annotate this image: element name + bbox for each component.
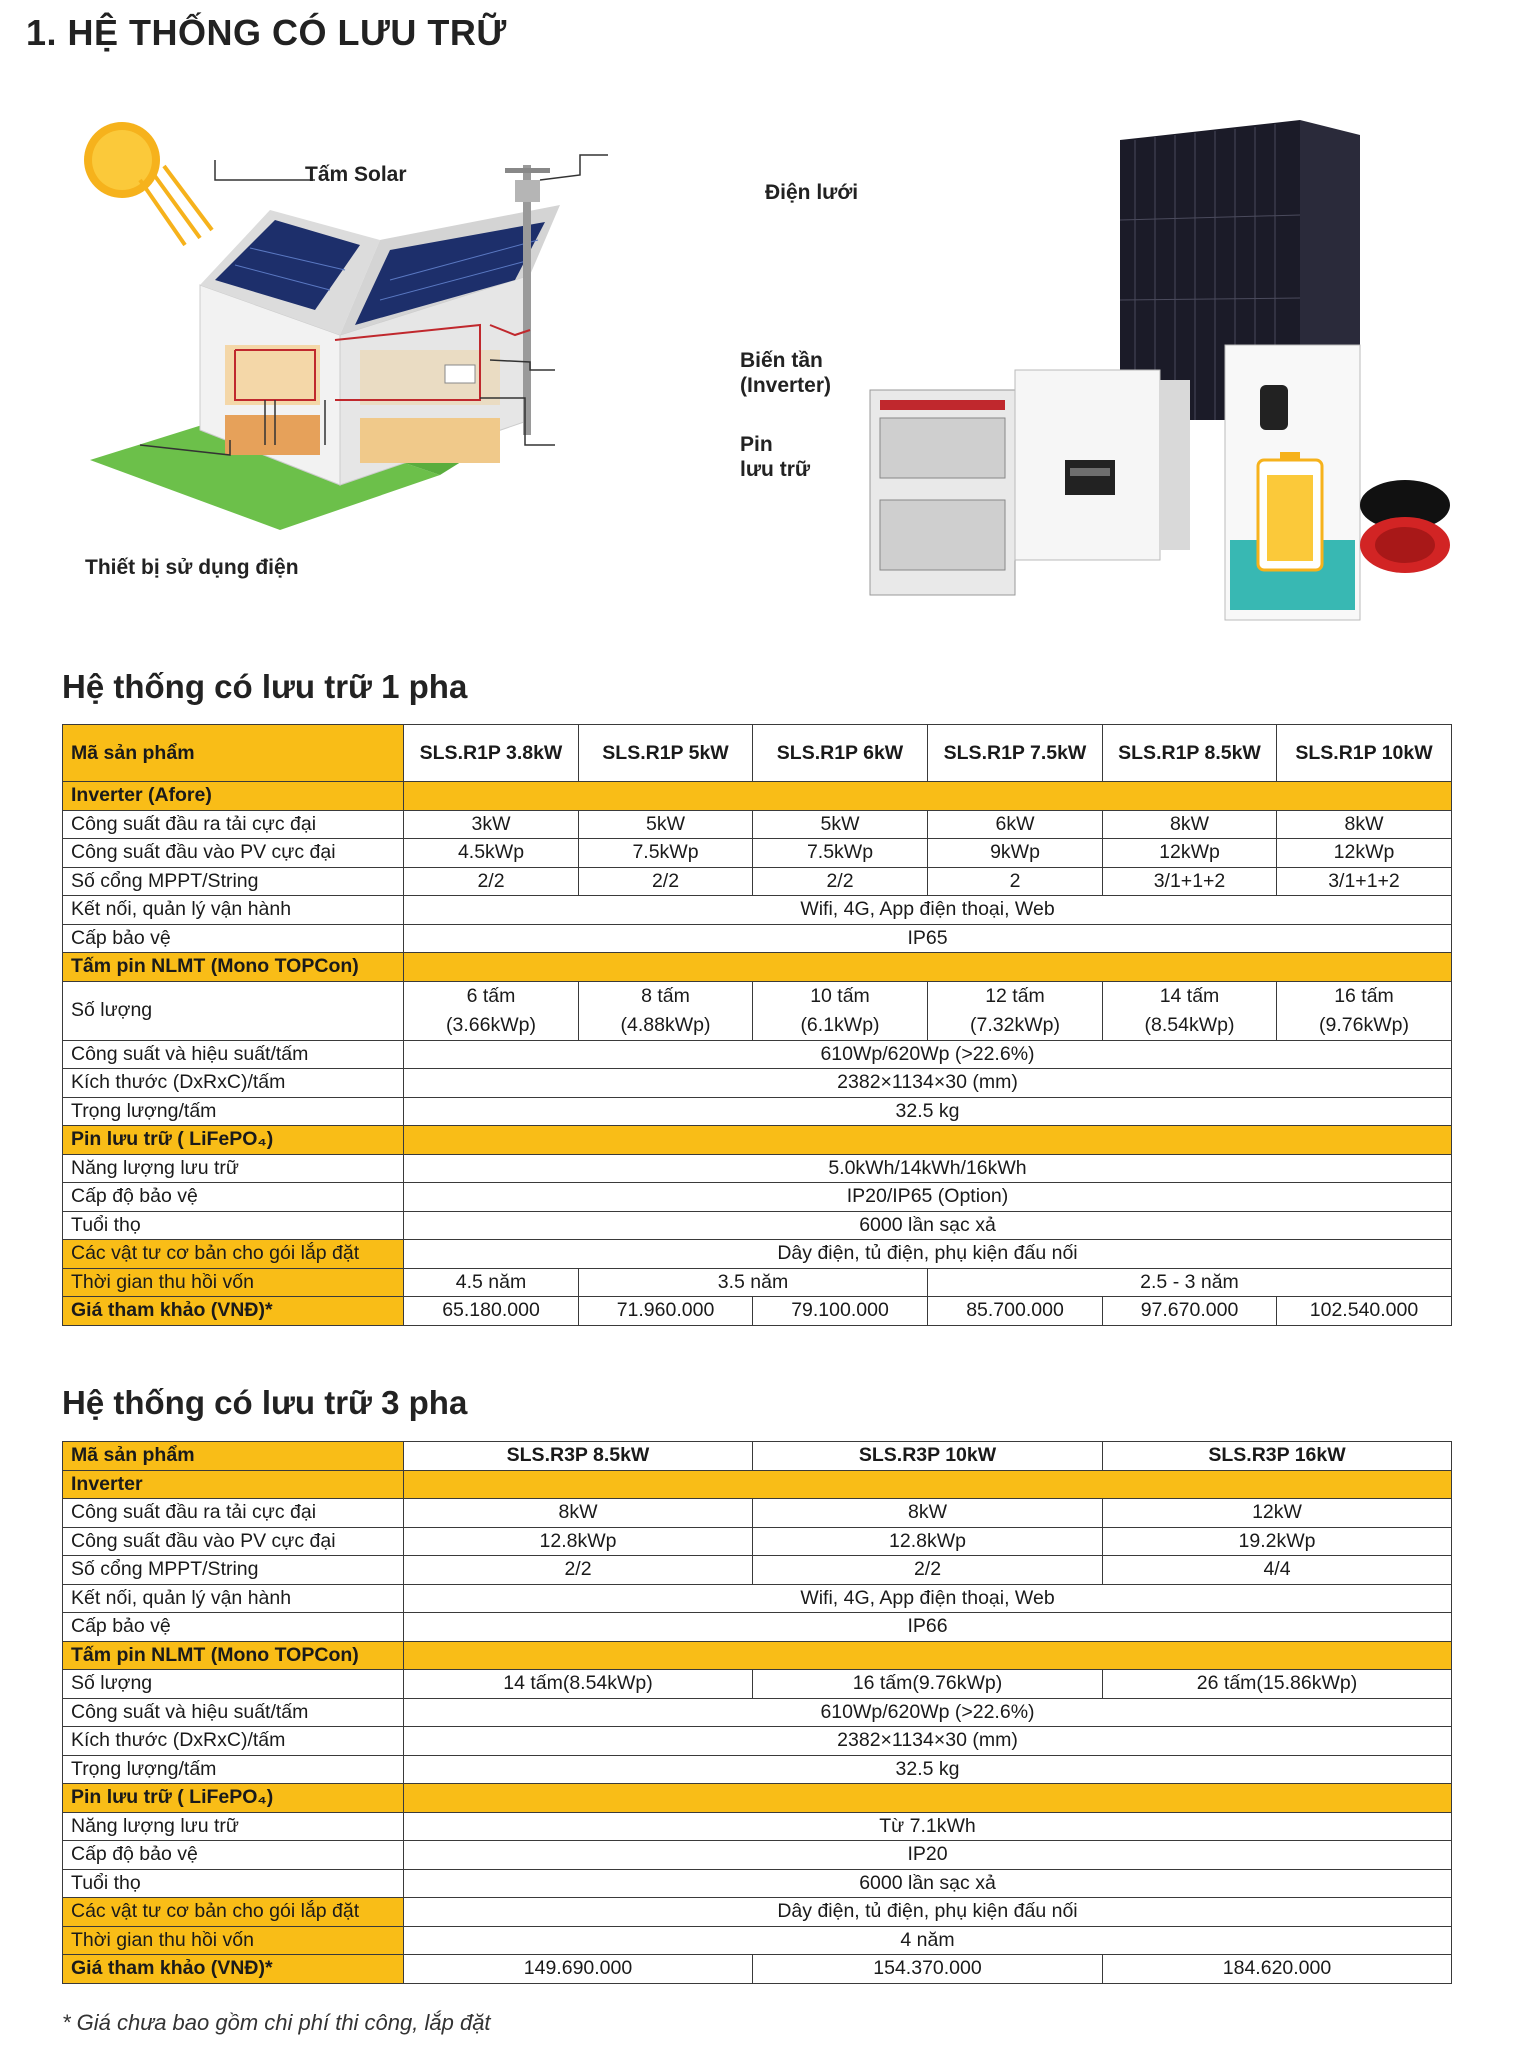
cell: 2/2 [404, 1556, 753, 1585]
header-label: Mã sản phẩm [63, 725, 404, 782]
cell: Wifi, 4G, App điện thoại, Web [404, 896, 1452, 925]
cell: 610Wp/620Wp (>22.6%) [404, 1698, 1452, 1727]
cable-reel [1360, 480, 1450, 573]
section-row [63, 1784, 1452, 1813]
label-inverter: Biến tần (Inverter) [740, 349, 832, 397]
cell: 14 tấm (8.54kWp) [1103, 981, 1277, 1040]
row-label: Giá tham khảo (VNĐ)* [63, 1297, 404, 1326]
cell: 3/1+1+2 [1277, 867, 1452, 896]
cell: 2/2 [404, 867, 579, 896]
sun-icon [84, 122, 212, 245]
table-row [63, 1097, 1452, 1126]
table-row [63, 1297, 1452, 1326]
row-label: Số cổng MPPT/String [63, 867, 404, 896]
price-cell: 65.180.000 [404, 1297, 579, 1326]
model-cell: SLS.R3P 16kW [1103, 1442, 1452, 1471]
spec-table-1phase [62, 724, 1452, 1326]
table-row [63, 1442, 1452, 1471]
cell: IP66 [404, 1613, 1452, 1642]
table-row [63, 1069, 1452, 1098]
cell: 5.0kWh/14kWh/16kWh [404, 1154, 1452, 1183]
table1-title: Hệ thống có lưu trữ 1 pha [62, 668, 468, 705]
table-row [63, 981, 1452, 1040]
table-row [63, 1869, 1452, 1898]
row-label: Công suất đầu ra tải cực đại [63, 1499, 404, 1528]
row-label: Cấp bảo vệ [63, 924, 404, 953]
page-title: 1. HỆ THỐNG CÓ LƯU TRỮ [26, 12, 507, 53]
table-row [63, 867, 1452, 896]
table-row [63, 810, 1452, 839]
cell: Wifi, 4G, App điện thoại, Web [404, 1584, 1452, 1613]
section-label: Inverter (Afore) [63, 782, 404, 811]
table-row [63, 924, 1452, 953]
table-row [63, 1926, 1452, 1955]
model-cell: SLS.R1P 3.8kW [404, 725, 579, 782]
price-cell: 154.370.000 [753, 1955, 1103, 1984]
section-row [63, 953, 1452, 982]
row-label: Năng lượng lưu trữ [63, 1812, 404, 1841]
table-row [63, 1499, 1452, 1528]
cell: 16 tấm(9.76kWp) [753, 1670, 1103, 1699]
cell: 3kW [404, 810, 579, 839]
table-row [63, 839, 1452, 868]
cell: 2382×1134×30 (mm) [404, 1727, 1452, 1756]
model-cell: SLS.R3P 10kW [753, 1442, 1103, 1471]
model-cell: SLS.R1P 5kW [579, 725, 753, 782]
cell: 32.5 kg [404, 1755, 1452, 1784]
cell: 3/1+1+2 [1103, 867, 1277, 896]
price-cell: 71.960.000 [579, 1297, 753, 1326]
price-cell: 79.100.000 [753, 1297, 928, 1326]
cell: 26 tấm(15.86kWp) [1103, 1670, 1452, 1699]
cell: 5kW [579, 810, 753, 839]
row-label: Số lượng [63, 1670, 404, 1699]
cell: 8kW [404, 1499, 753, 1528]
cell: 16 tấm (9.76kWp) [1277, 981, 1452, 1040]
model-cell: SLS.R1P 8.5kW [1103, 725, 1277, 782]
breaker-box [870, 390, 1015, 595]
row-label: Thời gian thu hồi vốn [63, 1926, 404, 1955]
cell: 14 tấm(8.54kWp) [404, 1670, 753, 1699]
model-cell: SLS.R1P 6kW [753, 725, 928, 782]
cell: 12.8kWp [753, 1527, 1103, 1556]
row-label: Trọng lượng/tấm [63, 1755, 404, 1784]
section-row [63, 1126, 1452, 1155]
cell: IP20 [404, 1841, 1452, 1870]
row-label: Tuổi thọ [63, 1211, 404, 1240]
row-label: Công suất và hiệu suất/tấm [63, 1040, 404, 1069]
row-label: Các vật tư cơ bản cho gói lắp đặt [63, 1898, 404, 1927]
cell: 8kW [1277, 810, 1452, 839]
inverter-product [1015, 370, 1190, 560]
table-row [63, 1698, 1452, 1727]
cell: 6000 lần sạc xả [404, 1869, 1452, 1898]
spec-table-3phase [62, 1441, 1452, 1984]
table-row [63, 1898, 1452, 1927]
table-row [63, 1955, 1452, 1984]
row-label: Thời gian thu hồi vốn [63, 1268, 404, 1297]
model-cell: SLS.R1P 10kW [1277, 725, 1452, 782]
section-label: Tấm pin NLMT (Mono TOPCon) [63, 1641, 404, 1670]
cell: IP20/IP65 (Option) [404, 1183, 1452, 1212]
cell: 32.5 kg [404, 1097, 1452, 1126]
cell: 610Wp/620Wp (>22.6%) [404, 1040, 1452, 1069]
table-row [63, 1556, 1452, 1585]
row-label: Các vật tư cơ bản cho gói lắp đặt [63, 1240, 404, 1269]
cell: 7.5kWp [753, 839, 928, 868]
cell: 10 tấm (6.1kWp) [753, 981, 928, 1040]
cell: 2382×1134×30 (mm) [404, 1069, 1452, 1098]
table-row [63, 1841, 1452, 1870]
row-label: Số cổng MPPT/String [63, 1556, 404, 1585]
cell: 6 tấm (3.66kWp) [404, 981, 579, 1040]
row-label: Trọng lượng/tấm [63, 1097, 404, 1126]
cell: 8kW [753, 1499, 1103, 1528]
cell: 4.5 năm [404, 1268, 579, 1297]
price-cell: 97.670.000 [1103, 1297, 1277, 1326]
cell: 2/2 [753, 867, 928, 896]
section-row [63, 1641, 1452, 1670]
cell: IP65 [404, 924, 1452, 953]
model-cell: SLS.R1P 7.5kW [928, 725, 1103, 782]
row-label: Cấp độ bảo vệ [63, 1183, 404, 1212]
cell: 8 tấm (4.88kWp) [579, 981, 753, 1040]
row-label: Kết nối, quản lý vận hành [63, 1584, 404, 1613]
cell: 2/2 [753, 1556, 1103, 1585]
cell: 4.5kWp [404, 839, 579, 868]
table-row [63, 1613, 1452, 1642]
label-solar: Tấm Solar [305, 163, 407, 186]
cell: 8kW [1103, 810, 1277, 839]
price-cell: 102.540.000 [1277, 1297, 1452, 1326]
cell: 4 năm [404, 1926, 1452, 1955]
price-cell: 184.620.000 [1103, 1955, 1452, 1984]
cell: 9kWp [928, 839, 1103, 868]
cell: 3.5 năm [579, 1268, 928, 1297]
section-row [63, 782, 1452, 811]
row-label: Kết nối, quản lý vận hành [63, 896, 404, 925]
cell: 2 [928, 867, 1103, 896]
table-row [63, 896, 1452, 925]
row-label: Giá tham khảo (VNĐ)* [63, 1955, 404, 1984]
cell: 19.2kWp [1103, 1527, 1452, 1556]
row-label: Công suất và hiệu suất/tấm [63, 1698, 404, 1727]
cell: 4/4 [1103, 1556, 1452, 1585]
table-row [63, 1240, 1452, 1269]
table-row [63, 1527, 1452, 1556]
table-row [63, 725, 1452, 782]
model-cell: SLS.R3P 8.5kW [404, 1442, 753, 1471]
row-label: Tuổi thọ [63, 1869, 404, 1898]
price-cell: 85.700.000 [928, 1297, 1103, 1326]
row-label: Kích thước (DxRxC)/tấm [63, 1727, 404, 1756]
table-row [63, 1268, 1452, 1297]
table-row [63, 1727, 1452, 1756]
row-label: Số lượng [63, 981, 404, 1040]
table-row [63, 1154, 1452, 1183]
row-label: Cấp độ bảo vệ [63, 1841, 404, 1870]
label-devices: Thiết bị sử dụng điện [85, 556, 299, 579]
house-illustration [90, 205, 560, 530]
section-label: Tấm pin NLMT (Mono TOPCon) [63, 953, 404, 982]
cell: 6kW [928, 810, 1103, 839]
table-row [63, 1211, 1452, 1240]
label-battery: Pin lưu trữ [740, 433, 811, 481]
cell: 6000 lần sạc xả [404, 1211, 1452, 1240]
row-label: Cấp bảo vệ [63, 1613, 404, 1642]
price-cell: 149.690.000 [404, 1955, 753, 1984]
footnote: * Giá chưa bao gồm chi phí thi công, lắp đặt [62, 2010, 491, 2035]
section-row [63, 1470, 1452, 1499]
cell: 12 tấm (7.32kWp) [928, 981, 1103, 1040]
cell: Dây điện, tủ điện, phụ kiện đấu nối [404, 1898, 1452, 1927]
header-label: Mã sản phẩm [63, 1442, 404, 1471]
cell: 12kWp [1103, 839, 1277, 868]
section-label: Inverter [63, 1470, 404, 1499]
row-label: Công suất đầu vào PV cực đại [63, 839, 404, 868]
table-row [63, 1755, 1452, 1784]
cell: Dây điện, tủ điện, phụ kiện đấu nối [404, 1240, 1452, 1269]
row-label: Kích thước (DxRxC)/tấm [63, 1069, 404, 1098]
cell: Từ 7.1kWh [404, 1812, 1452, 1841]
cell: 2.5 - 3 năm [928, 1268, 1452, 1297]
row-label: Năng lượng lưu trữ [63, 1154, 404, 1183]
battery-product [1225, 345, 1360, 620]
section-label: Pin lưu trữ ( LiFePO₄) [63, 1126, 404, 1155]
row-label: Công suất đầu ra tải cực đại [63, 810, 404, 839]
table-row [63, 1670, 1452, 1699]
table-row [63, 1584, 1452, 1613]
cell: 2/2 [579, 867, 753, 896]
cell: 12kW [1103, 1499, 1452, 1528]
section-label: Pin lưu trữ ( LiFePO₄) [63, 1784, 404, 1813]
cell: 7.5kWp [579, 839, 753, 868]
cell: 12kWp [1277, 839, 1452, 868]
table2-title: Hệ thống có lưu trữ 3 pha [62, 1384, 468, 1421]
cell: 12.8kWp [404, 1527, 753, 1556]
table-row [63, 1040, 1452, 1069]
table-row [63, 1183, 1452, 1212]
row-label: Công suất đầu vào PV cực đại [63, 1527, 404, 1556]
cell: 5kW [753, 810, 928, 839]
label-grid: Điện lưới [765, 181, 859, 204]
table-row [63, 1812, 1452, 1841]
